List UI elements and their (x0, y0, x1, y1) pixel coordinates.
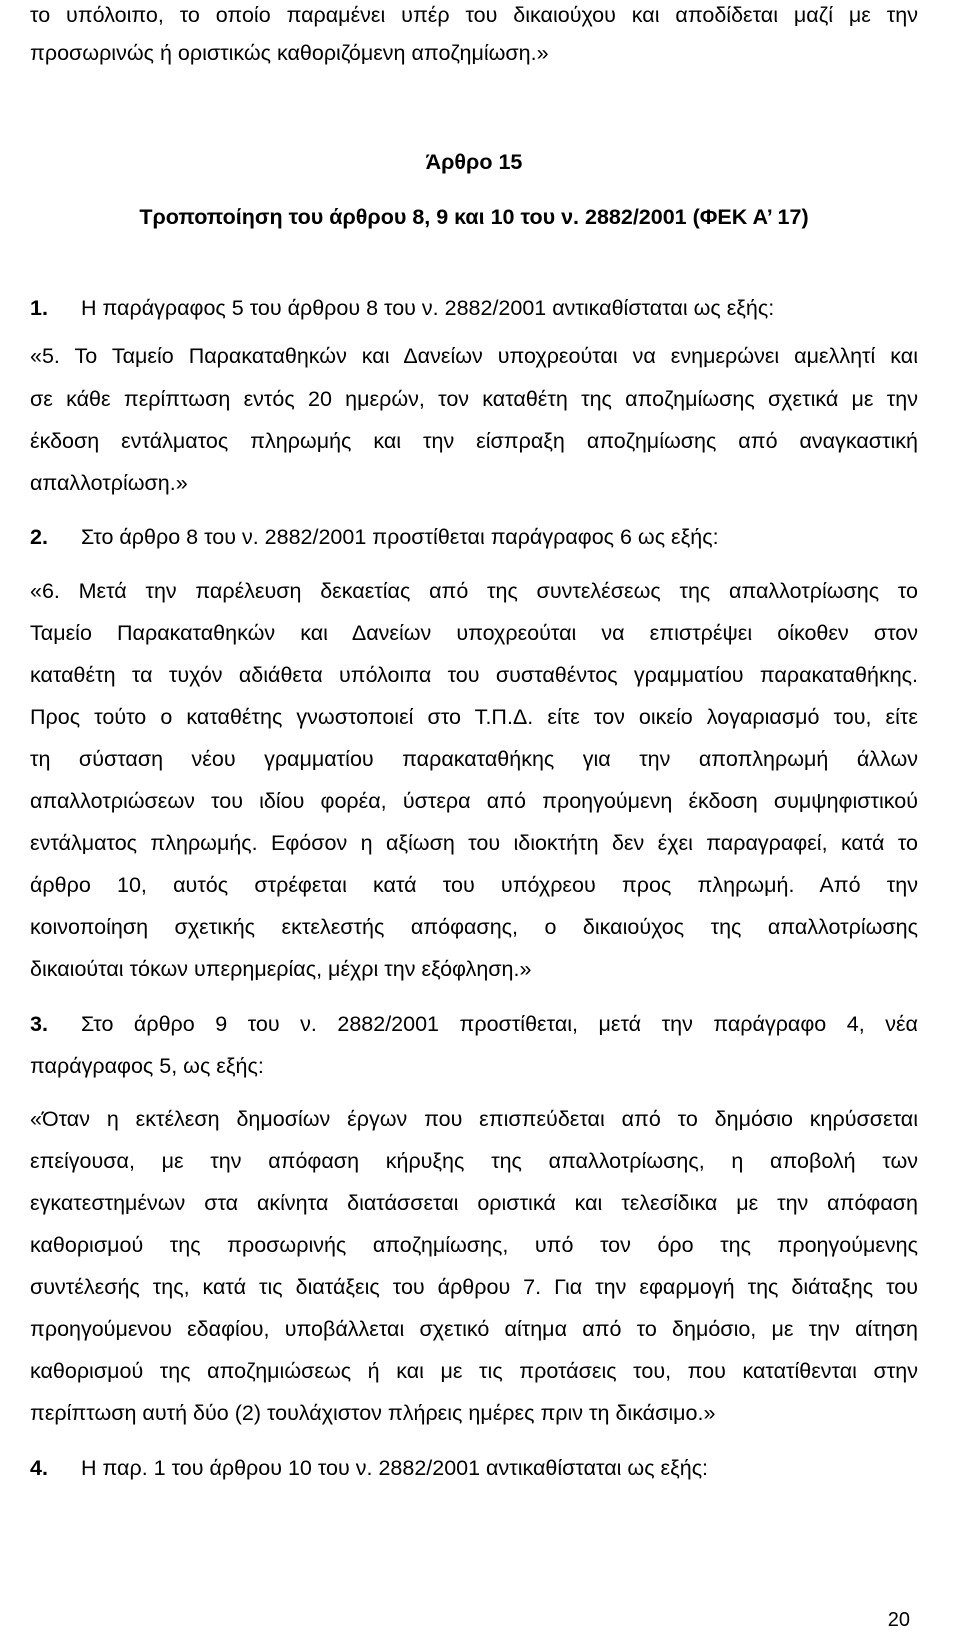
item-3-heading: Στο άρθρο 9 του ν. 2882/2001 προστίθεται, μετά την παράγραφο 4, νέα (81, 1012, 918, 1036)
par5-line-3: έκδοση εντάλματος πληρωμής και την είσπραξη αποζημίωσης από αναγκαστική (30, 429, 918, 453)
item-4-heading-line (30, 1454, 708, 1482)
par6-line-2: Ταμείο Παρακαταθηκών και Δανείων υποχρεούται να επιστρέψει οίκοθεν στον (30, 621, 918, 645)
item-4-number: 4. (30, 1456, 48, 1480)
item-3-number: 3. (30, 1012, 48, 1036)
item-1-number: 1. (30, 296, 48, 320)
par6-line-6: απαλλοτριώσεων του ιδίου φορέα, ύστερα από προηγούμενη έκδοση συμψηφιστικού (30, 789, 918, 813)
page-number: 20 (887, 1609, 910, 1631)
art9-line-5: συντέλεσής της, κατά τις διατάξεις του άρθρου 7. Για την εφαρμογή της διάταξης του (30, 1275, 918, 1299)
par6-line-8: άρθρο 10, αυτός στρέφεται κατά του υπόχρεου προς πληρωμή. Από την (30, 873, 918, 897)
intro-line-2: προσωρινώς ή οριστικώς καθοριζόμενη αποζημίωση.» (30, 41, 549, 65)
item-3-heading-continued: παράγραφος 5, ως εξής: (30, 1054, 264, 1078)
par6-line-9: κοινοποίηση σχετικής εκτελεστής απόφασης, ο δικαιούχος της απαλλοτρίωσης (30, 915, 918, 939)
art9-line-6: προηγούμενου εδαφίου, υποβάλλεται σχετικό αίτημα από το δημόσιο, με την αίτηση (30, 1317, 918, 1341)
art9-line-7: καθορισμού της αποζημιώσεως ή και με τις προτάσεις του, που κατατίθενται στην (30, 1359, 918, 1383)
par5-line-1: «5. Το Ταμείο Παρακαταθηκών και Δανείων υποχρεούται να ενημερώνει αμελλητί και (30, 344, 918, 368)
art9-line-4: καθορισμού της προσωρινής αποζημίωσης, υπό τον όρο της προηγούμενης (30, 1233, 918, 1257)
item-3-heading-line (30, 1010, 918, 1038)
art9-line-3: εγκατεστημένων στα ακίνητα διατάσσεται οριστικά και τελεσίδικα με την απόφαση (30, 1191, 918, 1215)
item-2-number: 2. (30, 525, 48, 549)
intro-line-1: το υπόλοιπο, το οποίο παραμένει υπέρ του δικαιούχου και αποδίδεται μαζί με την (30, 3, 918, 27)
par6-line-7: εντάλματος πληρωμής. Εφόσον η αξίωση του ιδιοκτήτη δεν έχει παραγραφεί, κατά το (30, 831, 918, 855)
par5-line-4: απαλλοτρίωση.» (30, 471, 188, 495)
item-1-heading: Η παράγραφος 5 του άρθρου 8 του ν. 2882/2001 αντικαθίσταται ως εξής: (81, 296, 775, 320)
article-heading: Άρθρο 15 (425, 150, 523, 174)
par6-line-10: δικαιούται τόκων υπερημερίας, μέχρι την εξόφληση.» (30, 957, 532, 981)
item-1-heading-line (30, 294, 774, 322)
par6-line-3: καταθέτη τα τυχόν αδιάθετα υπόλοιπα του συσταθέντος γραμματίου παρακαταθήκης. (30, 663, 918, 687)
item-4-heading: Η παρ. 1 του άρθρου 10 του ν. 2882/2001 αντικαθίσταται ως εξής: (81, 1456, 709, 1480)
art9-line-8: περίπτωση αυτή δύο (2) τουλάχιστον πλήρεις ημέρες πριν τη δικάσιμο.» (30, 1401, 716, 1425)
par5-line-2: σε κάθε περίπτωση εντός 20 ημερών, τον καταθέτη της αποζημίωσης σχετικά με την (30, 387, 918, 411)
article-title: Τροποποίηση του άρθρου 8, 9 και 10 του ν. 2882/2001 (ΦΕΚ Α’ 17) (139, 205, 809, 229)
item-2-heading: Στο άρθρο 8 του ν. 2882/2001 προστίθεται παράγραφος 6 ως εξής: (81, 525, 719, 549)
item-2-heading-line (30, 523, 719, 551)
art9-line-2: επείγουσα, με την απόφαση κήρυξης της απαλλοτρίωσης, η αποβολή των (30, 1149, 918, 1173)
art9-line-1: «Όταν η εκτέλεση δημοσίων έργων που επισπεύδεται από το δημόσιο κηρύσσεται (30, 1107, 918, 1131)
par6-line-5: τη σύσταση νέου γραμματίου παρακαταθήκης για την αποπληρωμή άλλων (30, 747, 918, 771)
par6-line-1: «6. Μετά την παρέλευση δεκαετίας από της συντελέσεως της απαλλοτρίωσης το (30, 579, 918, 603)
par6-line-4: Προς τούτο ο καταθέτης γνωστοποιεί στο Τ.Π.Δ. είτε τον οικείο λογαριασμό του, είτε (30, 705, 918, 729)
